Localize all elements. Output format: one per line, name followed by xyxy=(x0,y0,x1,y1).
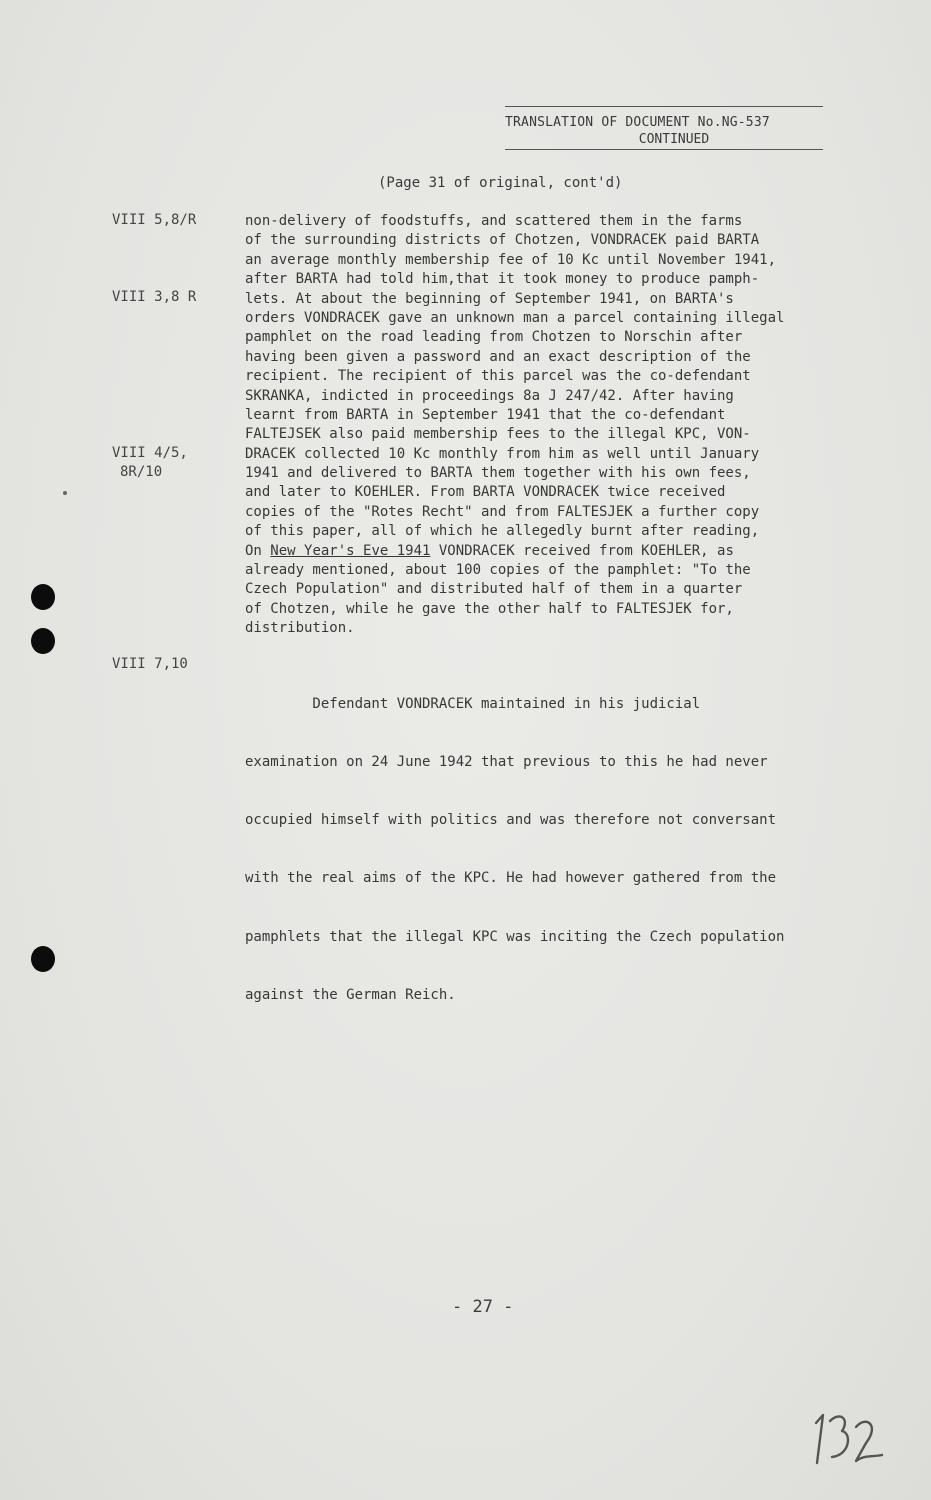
header-title: TRANSLATION OF DOCUMENT No.NG-537 xyxy=(505,115,770,130)
punch-hole xyxy=(31,584,55,610)
handwritten-132-icon xyxy=(806,1405,886,1475)
handwritten-folio-number xyxy=(806,1405,886,1479)
text-line: and later to KOEHLER. From BARTA VONDRACEK twice received xyxy=(245,484,726,501)
text-line: non-delivery of foodstuffs, and scattered them in the farms xyxy=(245,213,743,229)
header-subtitle: CONTINUED xyxy=(638,132,710,147)
text-line: DRACEK collected 10 Kc monthly from him as well until January xyxy=(245,445,760,462)
text-line: occupied himself with politics and was therefore not conversant xyxy=(245,812,777,829)
page-number: - 27 - xyxy=(452,1297,514,1317)
text-line: recipient. The recipient of this parcel was the co-defendant xyxy=(245,368,751,385)
text-line: against the German Reich. xyxy=(245,986,456,1003)
margin-note-4: 8R/10 xyxy=(120,464,163,480)
text-line: pamphlet on the road leading from Chotzen to Norschin after xyxy=(245,329,743,346)
margin-note-3: VIII 4/5, xyxy=(112,445,188,461)
text-line: 1941 and delivered to BARTA them together with his own fees, xyxy=(245,465,751,482)
text-line: orders VONDRACEK gave an unknown man a parcel containing illegal xyxy=(245,309,785,326)
margin-note-1: VIII 5,8/R xyxy=(112,212,197,228)
text-line: learnt from BARTA in September 1941 that the co-defendant xyxy=(245,406,726,423)
text-line: of the surrounding districts of Chotzen, VONDRACEK paid BARTA xyxy=(245,232,760,249)
text-line: pamphlets that the illegal KPC was inciting the Czech population xyxy=(245,928,785,945)
text-line: after BARTA had told him,that it took money to produce pamph- xyxy=(245,271,760,288)
text-line: having been given a password and an exact description of the xyxy=(245,348,751,365)
text-line: copies of the "Rotes Recht" and from FALTESJEK a further copy xyxy=(245,503,760,520)
line-suffix: VONDRACEK received from KOEHLER, as xyxy=(430,542,734,559)
text-line: Defendant VONDRACEK maintained in his judicial xyxy=(245,695,701,712)
text-line: of this paper, all of which he allegedly burnt after reading, xyxy=(245,523,760,540)
stray-mark xyxy=(63,491,67,495)
original-page-reference: (Page 31 of original, cont'd) xyxy=(378,175,623,191)
punch-hole xyxy=(31,946,55,972)
document-header xyxy=(505,106,823,150)
text-line: FALTEJSEK also paid membership fees to the illegal KPC, VON- xyxy=(245,426,751,443)
paragraph-1 xyxy=(245,212,784,639)
text-line: already mentioned, about 100 copies of the pamphlet: "To the xyxy=(245,562,751,579)
margin-note-2: VIII 3,8 R xyxy=(112,289,197,305)
text-line: SKRANKA, indicted in proceedings 8a J 247/42. After having xyxy=(245,387,734,404)
margin-note-5: VIII 7,10 xyxy=(112,656,188,672)
text-line: distribution. xyxy=(245,620,355,637)
text-line: Czech Population" and distributed half of them in a quarter xyxy=(245,581,743,598)
punch-hole xyxy=(31,628,55,654)
text-line: an average monthly membership fee of 10 Kc until November 1941, xyxy=(245,251,777,268)
text-line: lets. At about the beginning of September 1941, on BARTA's xyxy=(245,290,734,307)
underlined-date: New Year's Eve 1941 xyxy=(270,542,431,559)
text-line-new-years-eve xyxy=(245,542,784,561)
text-line: with the real aims of the KPC. He had however gathered from the xyxy=(245,870,777,887)
paragraph-2 xyxy=(245,656,784,1044)
text-line: of Chotzen, while he gave the other half to FALTESJEK for, xyxy=(245,600,734,617)
line-prefix: On xyxy=(245,542,271,559)
text-line: examination on 24 June 1942 that previous to this he had never xyxy=(245,754,768,771)
